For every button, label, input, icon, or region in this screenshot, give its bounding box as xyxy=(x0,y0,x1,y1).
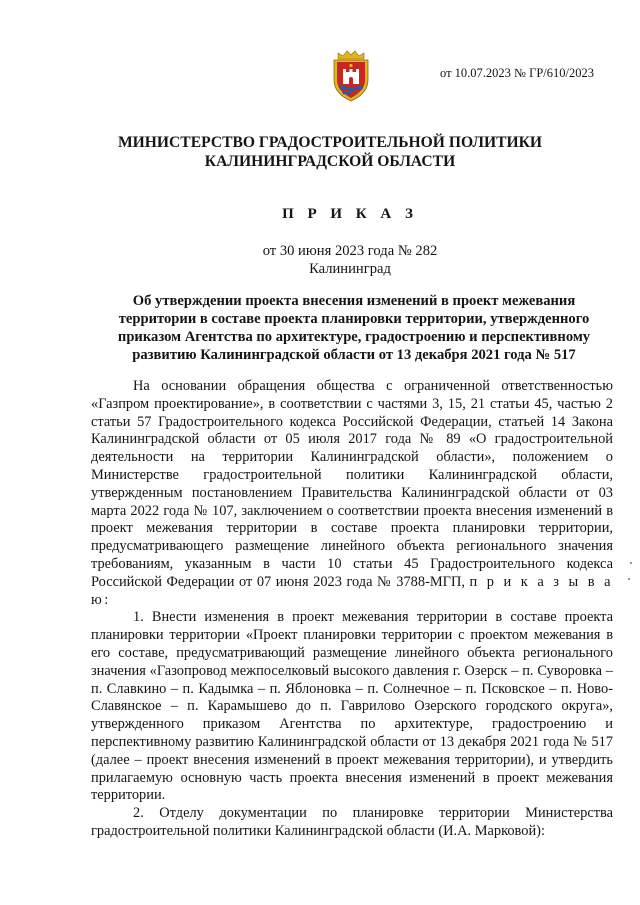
order-subject-line: территории в составе проекта планировки территории, утвержденного xyxy=(118,311,590,327)
order-subject-line: Об утверждении проекта внесения изменений в проект межевания xyxy=(132,293,576,309)
registration-number: от 10.07.2023 № ГР/610/2023 xyxy=(440,66,594,80)
preamble-paragraph xyxy=(91,378,613,609)
order-date-block xyxy=(0,242,640,278)
order-subject-line: развитию Калининградской области от 13 декабря 2021 года № 517 xyxy=(132,347,576,363)
clause-1-paragraph: 1. Внести изменения в проект межевания территории в составе проекта планировки территории «Проект планировки территории с проектом межевания в его составе, предусматривающий размещение линейного объекта регионального значения «Газопровод межпоселковый высокого давления г. Озерск – п. Суворовка – п. Славкино – п. Кадымка – п. Яблоновка – п. Солнечное – п. Псковское – п. Ново-Славянское – п. Карамышево до п. Гаврилово Озерского городского округа», утвержденного приказом Агентства по архитектуре, градостроению и перспективному развитию Калининградской области от 13 декабря 2021 года № 517 (далее – проект внесения изменений в проект межевания территории), и утвердить прилагаемую основную часть проекта внесения изменений в проект межевания территории. xyxy=(91,609,613,804)
ministry-name-line: МИНИСТЕРСТВО ГРАДОСТРОИТЕЛЬНОЙ ПОЛИТИКИ xyxy=(117,134,543,151)
ministry-name xyxy=(0,133,640,171)
ministry-name-line: КАЛИНИНГРАДСКОЙ ОБЛАСТИ xyxy=(204,153,456,170)
scan-speck xyxy=(628,578,630,580)
kaliningrad-coat-of-arms-icon xyxy=(330,50,372,102)
order-city: Калининград xyxy=(309,261,391,277)
document-type-title: П Р И К А З xyxy=(282,206,418,222)
clause-2-paragraph: 2. Отделу документации по планировке территории Министерства градостроительной политики Калининградской области (И.А. Марковой): xyxy=(91,805,613,839)
order-subject xyxy=(98,292,610,364)
preamble-text: На основании обращения общества с ограниченной ответственностью «Газпром проектирование», в соответствии с частями 3, 15, 21 статьи 45, частью 2 статьи 57 Градостроительного кодекса Российской Федерации, статьей 14 Закона Калининградской области от 05 июля 2017 года № 89 «О градостроительной деятельности на территории Калининградской области», положением о Министерстве градостроительной политики Калининградской области, утвержденным постановлением Правительства Калининградской области от 03 марта 2022 года № 107, заключением о соответствии проекта внесения изменений в проект межевания территории в составе проекта планировки территории, предусматривающего размещение линейного объекта регионального значения требованиям, указанным в части 10 статьи 45 Градостроительного кодекса Российской Федерации от 07 июня 2023 года № 3788-МГП, xyxy=(91,378,613,590)
order-subject-line: приказом Агентства по архитектуре, градостроению и перспективному xyxy=(117,329,591,345)
order-body xyxy=(91,378,613,841)
order-directive: п р и к а з ы в а ю: xyxy=(91,573,613,608)
scan-speck xyxy=(630,562,632,564)
order-date: от 30 июня 2023 года № 282 xyxy=(262,243,438,259)
